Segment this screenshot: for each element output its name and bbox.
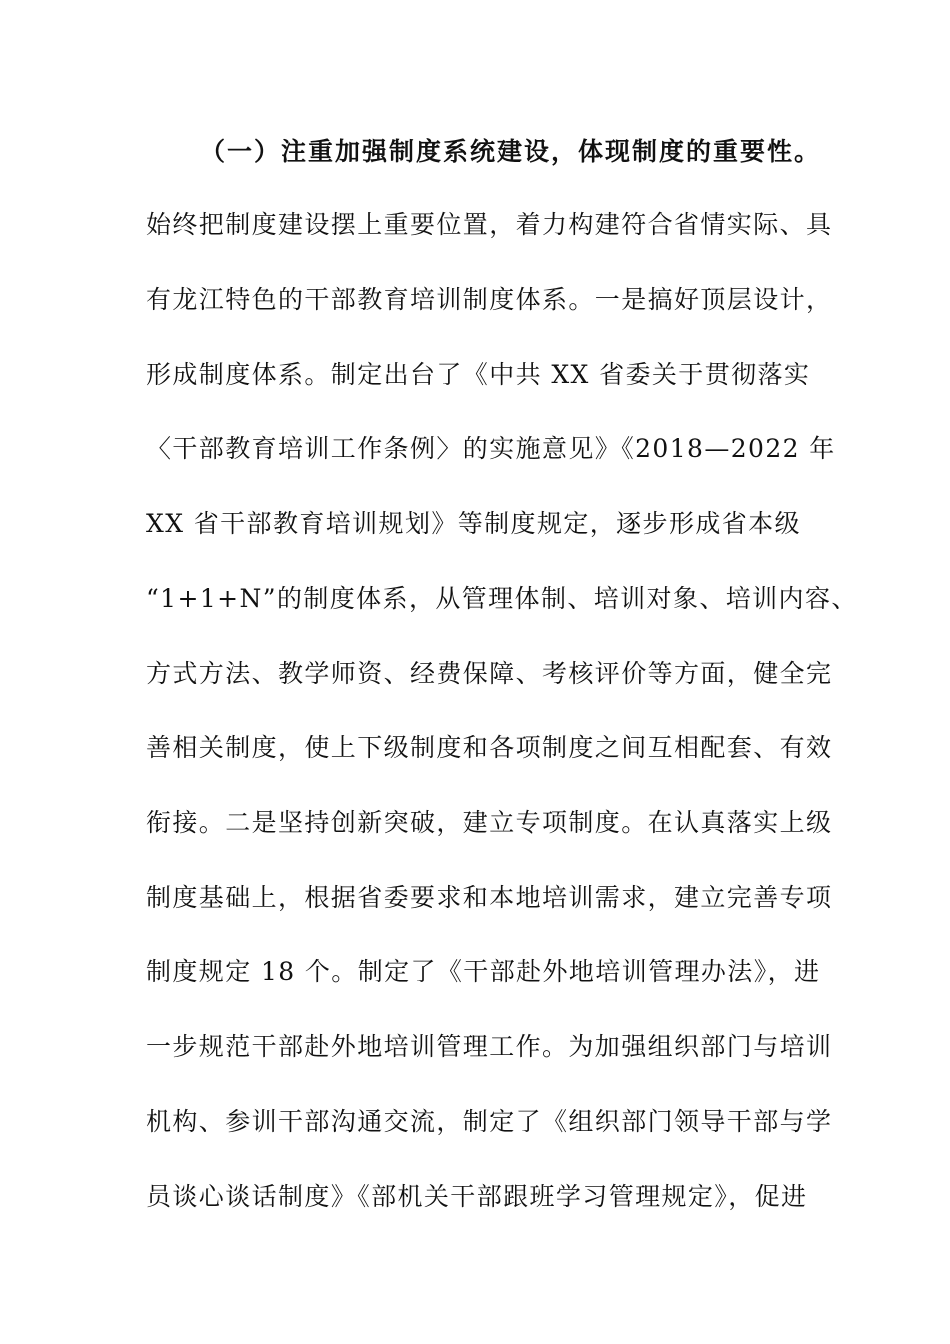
paragraph-line: 制度基础上，根据省委要求和本地培训需求，建立完善专项 <box>146 883 833 912</box>
paragraph-line: 一步规范干部赴外地培训管理工作。为加强组织部门与培训 <box>146 1032 833 1061</box>
paragraph-line: 制度规定 18 个。制定了《干部赴外地培训管理办法》，进 <box>146 957 821 986</box>
paragraph-line: 方式方法、教学师资、经费保障、考核评价等方面，健全完 <box>146 659 833 688</box>
paragraph-line: 有龙江特色的干部教育培训制度体系。一是搞好顶层设计， <box>146 285 833 314</box>
paragraph-line: 〈干部教育培训工作条例〉的实施意见》《2018—2022 年 <box>146 434 836 463</box>
paragraph-line: 员谈心谈话制度》《部机关干部跟班学习管理规定》，促进 <box>146 1182 808 1211</box>
paragraph-line: 机构、参训干部沟通交流，制定了《组织部门领导干部与学 <box>146 1107 833 1136</box>
paragraph-line: 形成制度体系。制定出台了《中共 XX 省委关于贯彻落实 <box>146 360 811 389</box>
paragraph-line: 衔接。二是坚持创新突破，建立专项制度。在认真落实上级 <box>146 808 833 837</box>
paragraph-line: “1+1+N”的制度体系，从管理体制、培训对象、培训内容、 <box>146 584 858 613</box>
paragraph-line: 始终把制度建设摆上重要位置，着力构建符合省情实际、具 <box>146 210 833 239</box>
paragraph-line: 善相关制度，使上下级制度和各项制度之间互相配套、有效 <box>146 733 833 762</box>
section-heading: （一）注重加强制度系统建设，体现制度的重要性。 <box>200 137 822 166</box>
paragraph-line: XX 省干部教育培训规划》等制度规定，逐步形成省本级 <box>146 509 801 538</box>
